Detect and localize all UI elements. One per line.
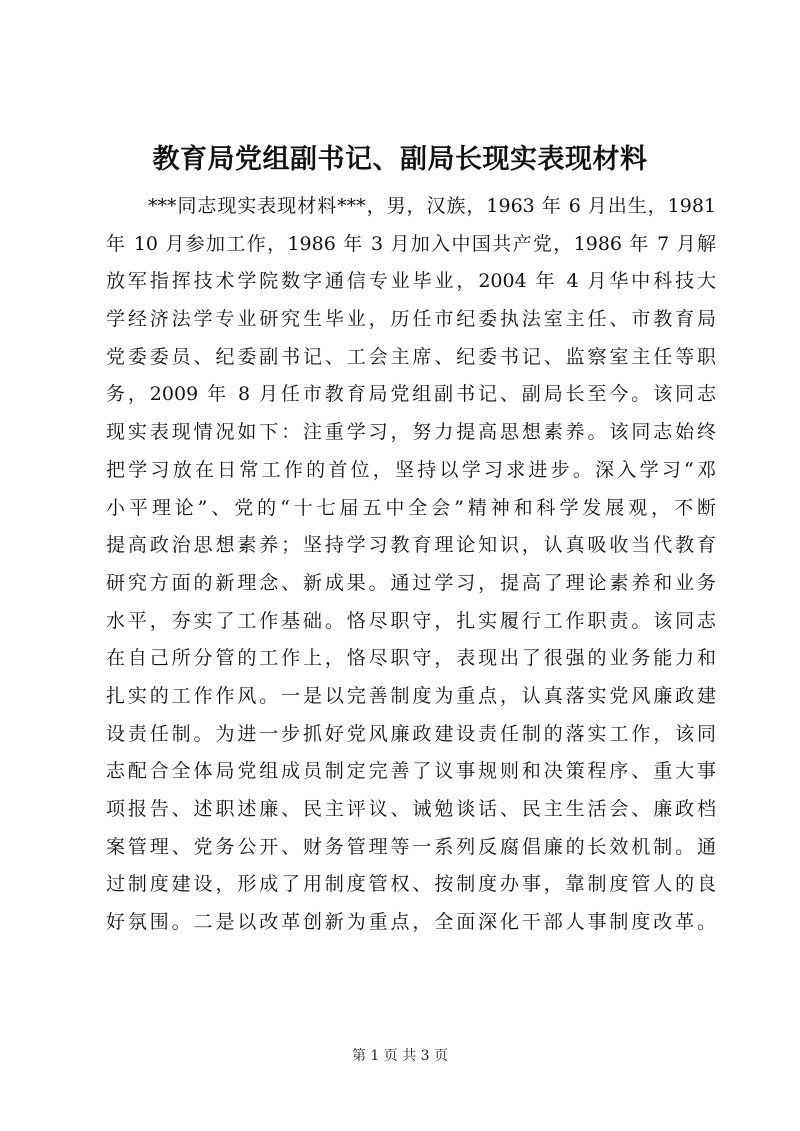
body-line: 好氛围。二是以改革创新为重点，全面深化干部人事制度改革。 <box>106 911 716 934</box>
body-line: 现实表现情况如下：注重学习，努力提高思想素养。该同志始终 <box>106 421 716 444</box>
body-line: 项报告、述职述廉、民主评议、诫勉谈话、民主生活会、廉政档 <box>106 798 716 820</box>
body-line: 党委委员、纪委副书记、工会主席、纪委书记、监察室主任等职 <box>106 345 716 368</box>
body-line: ***同志现实表现材料***，男，汉族，1963 年 6 月出生，1981 <box>148 195 716 217</box>
body-line: 学经济法学专业研究生毕业，历任市纪委执法室主任、市教育局 <box>106 308 716 331</box>
body-line: 过制度建设，形成了用制度管权、按制度办事，靠制度管人的良 <box>106 873 716 896</box>
body-line: 案管理、党务公开、财务管理等一系列反腐倡廉的长效机制。通 <box>106 835 716 858</box>
document-title: 教育局党组副书记、副局长现实表现材料 <box>152 144 648 175</box>
body-line: 小平理论”、党的“十七届五中全会”精神和科学发展观，不断 <box>106 496 716 519</box>
body-line: 设责任制。为进一步抓好党风廉政建设责任制的落实工作，该同 <box>106 722 716 745</box>
body-line: 务，2009 年 8 月任市教育局党组副书记、副局长至今。该同志 <box>106 383 716 406</box>
page-footer: 第 1 页 共 3 页 <box>351 1048 449 1064</box>
body-line: 把学习放在日常工作的首位，坚持以学习求进步。深入学习“邓 <box>106 458 716 481</box>
body-line: 扎实的工作作风。一是以完善制度为重点，认真落实党风廉政建 <box>106 684 716 707</box>
body-line: 在自己所分管的工作上，恪尽职守，表现出了很强的业务能力和 <box>106 647 716 670</box>
body-line: 放军指挥技术学院数字通信专业毕业，2004 年 4 月华中科技大 <box>106 270 716 293</box>
body-line: 志配合全体局党组成员制定完善了议事规则和决策程序、重大事 <box>106 760 716 783</box>
body-line: 年 10 月参加工作，1986 年 3 月加入中国共产党，1986 年 7 月解 <box>106 232 716 255</box>
body-line: 水平，夯实了工作基础。恪尽职守，扎实履行工作职责。该同志 <box>106 609 716 632</box>
body-line: 提高政治思想素养；坚持学习教育理论知识，认真吸收当代教育 <box>106 534 716 557</box>
document-body <box>106 188 716 942</box>
body-line: 研究方面的新理念、新成果。通过学习，提高了理论素养和业务 <box>106 571 716 594</box>
